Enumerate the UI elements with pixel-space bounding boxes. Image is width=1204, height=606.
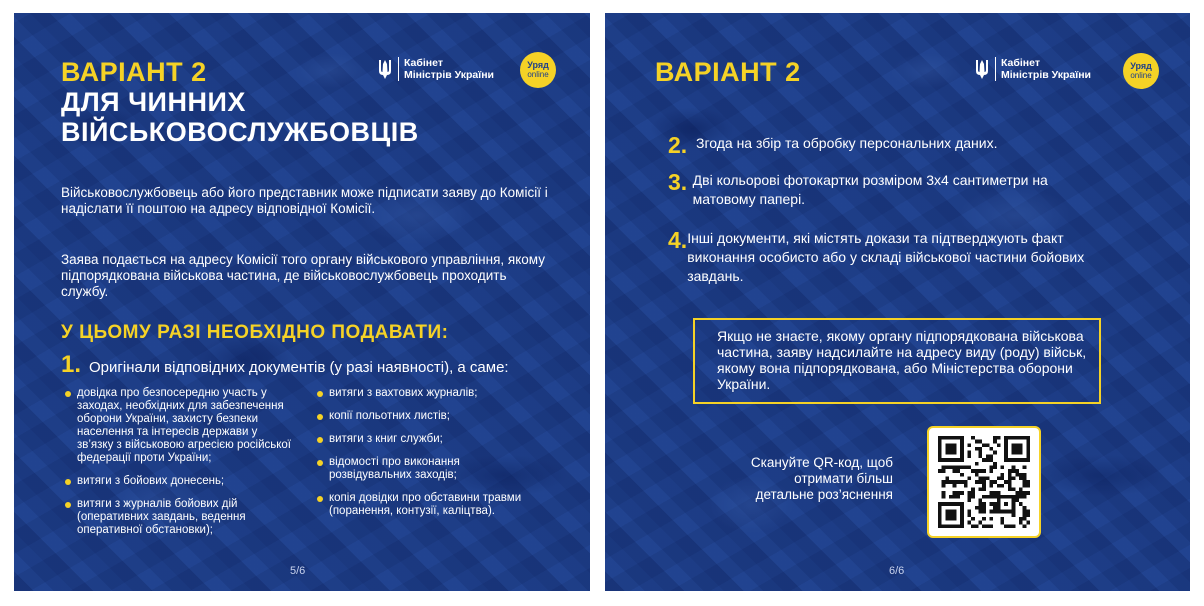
page-title bbox=[61, 57, 419, 147]
item-text: Згода на збір та обробку персональних даних. bbox=[696, 135, 998, 151]
list-item: витяги з журналів бойових дій (оперативних завдань, ведення оперативної обстановки); bbox=[64, 498, 294, 537]
item-1 bbox=[61, 351, 509, 379]
title-line3: ВІЙСЬКОВОСЛУЖБОВЦІВ bbox=[61, 117, 419, 147]
list-item: копії польотних листів; bbox=[316, 410, 526, 423]
badge-line1: Уряд bbox=[527, 60, 549, 70]
item-number: 3. bbox=[668, 169, 688, 195]
notice-box: Якщо не знаєте, якому органу підпорядкована військова частина, заяву надсилайте на адресу виду (роду) військ, якому вона підпорядкована, або Міністерства оборони України. bbox=[693, 318, 1101, 404]
item-text: Інші документи, які містять докази та підтверджують факт виконання особисто або у складі військової частини бойових завдань. bbox=[687, 230, 1085, 284]
item-1-number: 1. bbox=[61, 351, 82, 378]
logo-line2: Міністрів України bbox=[404, 69, 494, 81]
list-item: витяги з книг служби; bbox=[316, 433, 526, 446]
bullets-right bbox=[316, 387, 526, 528]
qr-code-icon[interactable] bbox=[927, 426, 1041, 538]
subheading: У ЦЬОМУ РАЗІ НЕОБХІДНО ПОДАВАТИ: bbox=[61, 322, 449, 343]
page-number: 6/6 bbox=[889, 565, 905, 577]
logo-line2: Міністрів України bbox=[1001, 69, 1091, 81]
trident-icon bbox=[975, 58, 989, 80]
list-item bbox=[668, 134, 1108, 156]
item-number: 4. bbox=[668, 227, 688, 253]
uryad-online-badge bbox=[1123, 53, 1159, 89]
list-item: довідка про безпосередню участь у заходах, необхідних для забезпечення оборони України, захисту безпеки населення та інтересів держави у зв’язку з військовою агресією російської федерації проти України; bbox=[64, 387, 294, 465]
item-1-text: Оригінали відповідних документів (у разі наявності), а саме: bbox=[89, 359, 509, 376]
qr-caption: Скануйте QR-код, щоб отримати більш детальне роз’яснення bbox=[750, 455, 893, 502]
slide-5 bbox=[14, 13, 590, 591]
badge-line2: online bbox=[1130, 71, 1152, 80]
slide-6 bbox=[605, 13, 1190, 591]
list-item bbox=[668, 229, 1088, 286]
paragraph-1: Військовослужбовець або його представник може підписати заяву до Комісії і надіслати її поштою на адресу відповідної Комісії. bbox=[61, 185, 548, 216]
page-title: ВАРІАНТ 2 bbox=[655, 57, 801, 87]
qr-code-graphic bbox=[937, 436, 1031, 528]
item-text: Дві кольорові фотокартки розміром 3х4 сантиметри на матовому папері. bbox=[692, 172, 1048, 207]
paragraph-2: Заява подається на адресу Комісії того органу військового управління, якому підпорядкована військова частина, де військовослужбовець проходить службу. bbox=[61, 252, 545, 299]
list-item: копія довідки про обставини травми (поранення, контузії, каліцтва). bbox=[316, 492, 526, 518]
title-line1: ВАРІАНТ 2 bbox=[61, 57, 207, 87]
badge-line2: online bbox=[527, 70, 549, 79]
title-line2: ДЛЯ ЧИННИХ bbox=[61, 87, 246, 117]
uryad-online-badge bbox=[520, 52, 556, 88]
page-number: 5/6 bbox=[290, 565, 306, 577]
list-item: відомості про виконання розвідувальних заходів; bbox=[316, 456, 526, 482]
list-item: витяги з вахтових журналів; bbox=[316, 387, 526, 400]
list-item: витяги з бойових донесень; bbox=[64, 475, 294, 488]
cabinet-logo bbox=[975, 57, 1091, 81]
bullets-left bbox=[64, 387, 294, 547]
logo-line1: Кабінет bbox=[404, 57, 443, 69]
badge-line1: Уряд bbox=[1130, 61, 1152, 71]
logo-line1: Кабінет bbox=[1001, 57, 1040, 69]
item-number: 2. bbox=[668, 132, 688, 158]
list-item bbox=[668, 171, 1108, 209]
